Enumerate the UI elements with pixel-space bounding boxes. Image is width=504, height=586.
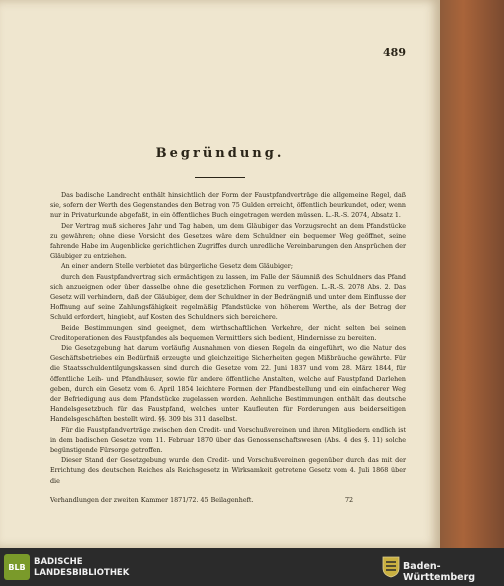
library-name bbox=[34, 557, 129, 579]
bottom-bar bbox=[0, 548, 504, 586]
paragraph: Die Gesetzgebung hat darum vorläufig Ausnahmen von diesen Regeln da eingeführt, wo die Natur des Geschäftsbetriebes ein Bedürfniß erzeugte und gleichzeitige Sicherheiten gegen Mißbräuche gewährte. Für die Staatsschuldentilgungskassen sind durch die Gesetze vom 22. Juni 1837 und vom 28. März 1844, für öffentliche Leih- und Pfandhäuser, sowie für andere öffentliche Anstalten, welche auf Faustpfand Darlehen geben, durch ein Gesetz vom 6. April 1854 leichtere Formen der Pfandbestellung und ein einfacherer Weg der Befriedigung aus dem Pfandstücke zugelassen worden. Aehnliche Bestimmungen enthält das deutsche Handelsgesetzbuch für das Faustpfand, welches unter Kaufleuten für Forderungen aus beiderseitigen Handelsgeschäften bestellt wird. §§. 309 bis 311 daselbst. bbox=[50, 345, 406, 424]
body-text bbox=[50, 191, 406, 487]
footer-source: Verhandlungen der zweiten Kammer 1871/72. 45 Beilagenheft. bbox=[50, 497, 254, 504]
blb-logo-icon[interactable]: BLB bbox=[4, 554, 30, 580]
paragraph: Für die Faustpfandverträge zwischen den Credit- und Vorschußvereinen und ihren Mitgliedern endlich ist in dem badischen Gesetze vom 11. Februar 1870 über das Genossenschaftswesen (Abs. 4 des §. 11) solche begünstigende Fürsorge getroffen. bbox=[50, 426, 406, 455]
heading-rule bbox=[195, 177, 245, 178]
footer-sheet-number: 72 bbox=[345, 497, 354, 504]
page-heading: Begründung. bbox=[155, 146, 285, 161]
paragraph: Der Vertrag muß sicheres Jahr und Tag haben, um dem Gläubiger das Vorzugsrecht an dem Pfandstücke zu gewähren; ohne diese Vorsicht des Gesetzes wäre dem Schuldner ein bequemer Weg geöffnet, seine fahrende Habe im Augenblicke gerichtlichen Zugriffes durch unredliche Vereinbarungen den Ansprüchen der Gläubiger zu entziehen. bbox=[50, 222, 406, 261]
paragraph: Beide Bestimmungen sind geeignet, dem wirthschaftlichen Verkehre, der nicht selten bei seinen Creditoperationen des Faustpfandes als bequemen Vermittlers sich bedient, Hindernisse zu bereiten. bbox=[50, 324, 406, 342]
state-name[interactable]: Baden-Württemberg bbox=[403, 561, 476, 583]
book-edge bbox=[436, 0, 504, 548]
paragraph: Dieser Stand der Gesetzgebung wurde den Credit- und Vorschußvereinen gegenüber durch das mit der Errichtung des deutschen Reiches als Reichsgesetz in Wirksamkeit getretene Gesetz vom 4. Juli 1868 über die bbox=[50, 457, 406, 485]
page-number: 489 bbox=[383, 46, 406, 59]
paragraph: An einer andern Stelle verbietet das bürgerliche Gesetz dem Gläubiger; bbox=[61, 263, 293, 271]
baden-wuerttemberg-crest-icon[interactable] bbox=[382, 556, 400, 578]
paragraph: Das badische Landrecht enthält hinsichtlich der Form der Faustpfandverträge die allgemeine Regel, daß sie, sofern der Werth des Gegenstandes den Betrag von 75 Gulden erreicht, öffentlich beurkundet, oder, wenn nur in Privaturkunde abgefaßt, in ein öffentliches Buch eingetragen werden müssen. L.-R.-S. 2074, Absatz 1. bbox=[50, 192, 406, 220]
library-name-line1: BADISCHE bbox=[34, 557, 83, 567]
paragraph: durch den Faustpfandvertrag sich ermächtigen zu lassen, im Falle der Säumniß des Schuldners das Pfand sich anzueignen oder über dasselbe ohne die gesetzlichen Formen zu verfügen. L.-R.-S. 2078 Abs. 2. Das Gesetz will verhindern, daß der Gläubiger, dem der Schuldner in der Bedrängniß und unter dem Einflusse der Hoffnung auf seine Zahlungsfähigkeit regelmäßig Pfandstücke von höherem Werthe, als der Betrag der Schuld erfordert, hingiebt, auf Kosten des Schuldners sich bereichere. bbox=[50, 273, 406, 322]
library-name-line2: LANDESBIBLIOTHEK bbox=[34, 568, 130, 578]
